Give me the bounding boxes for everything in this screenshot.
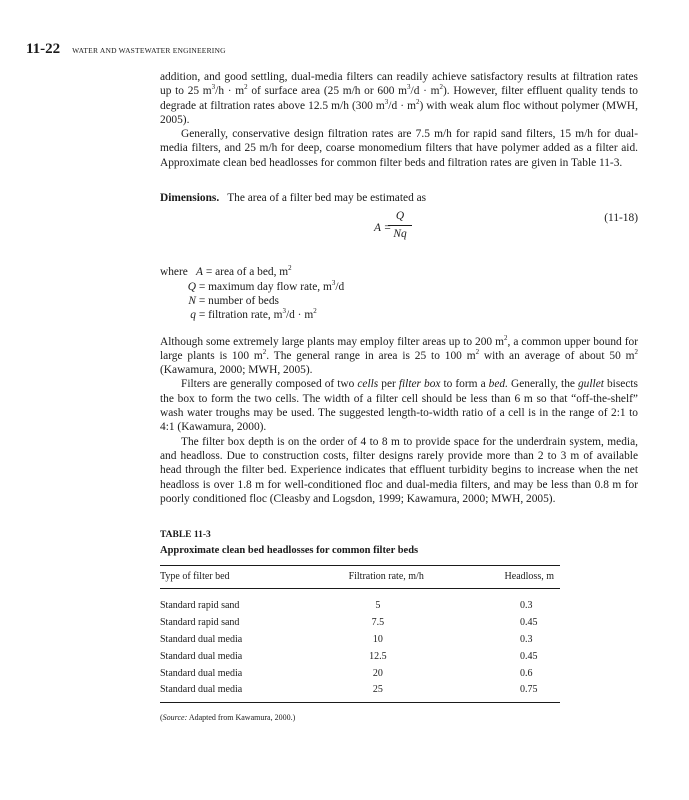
cell-filtration-rate: 12.5 <box>369 650 387 662</box>
body-text <box>160 70 638 725</box>
cell-headloss-wrap <box>456 682 560 702</box>
cell-headloss: 0.45 <box>520 650 538 662</box>
equation-numerator: Q <box>388 209 412 225</box>
cell-filtration-rate: 25 <box>372 684 383 696</box>
cell-filtration-rate-wrap <box>317 649 456 666</box>
paragraph-filter-area: Although some extremely large plants may employ filter areas up to 200 $m^2$, a common upper bound for large plants is 100 $m^2$. The general range in area is 25 to 100 $m^2$ with an average of about 50 $m^2$ (Kawamura, 2000; MWH, 2005). <box>160 333 639 377</box>
cell-headloss: 0.45 <box>520 616 538 628</box>
definition-var: q <box>190 309 196 322</box>
cell-headloss-wrap <box>456 589 560 615</box>
definition-row <box>160 280 638 294</box>
column-header-filter-type: Type of filter bed <box>160 565 317 588</box>
equation-11-18 <box>160 209 638 253</box>
source-label: Source: <box>162 712 188 722</box>
cell-headloss-wrap <box>456 632 560 649</box>
cell-filtration-rate: 10 <box>372 633 383 645</box>
cell-filter-type: Standard dual media <box>160 650 243 662</box>
table-row <box>160 615 560 632</box>
column-header-headloss: Headloss, m <box>456 565 560 588</box>
variable-definitions <box>160 265 638 322</box>
cell-filtration-rate-wrap <box>317 589 456 615</box>
equation-denominator: Nq <box>393 227 407 240</box>
cell-filtration-rate: 20 <box>372 667 383 679</box>
cell-headloss-wrap <box>456 666 560 683</box>
cell-filtration-rate: 5 <box>375 600 381 612</box>
cell-filtration-rate-wrap <box>317 666 456 683</box>
table-11-3 <box>160 528 560 725</box>
cell-filter-type: Standard rapid sand <box>160 600 240 612</box>
table-row <box>160 589 560 615</box>
table-source-note: (Source: Adapted from Kawamura, 2000.) <box>160 712 296 722</box>
paragraph-filter-cells: Filters are generally composed of two cells per filter box to form a bed. Generally, the gullet bisects the box to form the two cells. The width of a filter cell should be less than 6 m so that “off-the-shelf” wash water troughs may be used. The suggested length-to-width ratio of a cell is in the range of 2:1 to 4:1 (Kawamura, 2000). <box>160 378 638 434</box>
table-row <box>160 682 560 702</box>
cell-headloss-wrap <box>456 649 560 666</box>
where-label: where <box>160 266 188 279</box>
table-row <box>160 666 560 683</box>
cell-filter-type: Standard dual media <box>160 682 317 702</box>
equation-number: (11-18) <box>604 212 638 225</box>
equation-fraction <box>388 209 412 241</box>
table-number: TABLE 11-3 <box>160 530 211 541</box>
definition-text: = filtration rate, $m^3/d \cdot m^2$ <box>198 307 317 322</box>
source-text: Adapted from Kawamura, 2000. <box>188 712 293 722</box>
paragraph-design-rates: Generally, conservative design filtration rates are 7.5 m/h for rapid sand filters, 15 m/h for dual-media filters, and 25 m/h for deep, coarse monomedium filters that have polymer added as a filter aid. Approximate clean bed headlosses for common filter beds and filtration rates are given in Table 11-3. <box>160 128 638 169</box>
definition-var: A <box>196 266 203 279</box>
running-header <box>26 40 226 58</box>
cell-filtration-rate-wrap <box>317 632 456 649</box>
cell-headloss: 0.75 <box>520 684 538 696</box>
table-row <box>160 632 560 649</box>
paragraph-filter-box-depth: The filter box depth is on the order of 4 to 8 m to provide space for the underdrain system, media, and headloss. Due to construction costs, filter designs rarely provide more than 2 to 3 m of available head through the filter bed. Experience indicates that effluent turbidity begins to increase when the net headloss is over 1.8 m for well-conditioned floc and dual-media filters, and may be less than 0.8 m for poorly conditioned floc (Cleasby and Logsdon, 1999; Kawamura, 2000; MWH, 2005). <box>160 435 638 505</box>
cell-headloss: 0.3 <box>520 600 533 612</box>
table-caption: Approximate clean bed headlosses for common filter beds <box>160 545 419 557</box>
cell-filter-type: Standard rapid sand <box>160 616 240 628</box>
cell-filtration-rate-wrap <box>317 615 456 632</box>
definition-row <box>160 308 638 322</box>
definition-row <box>160 265 638 279</box>
column-header-filtration-rate: Filtration rate, m/h <box>317 565 456 588</box>
cell-filtration-rate: 7.5 <box>371 616 385 628</box>
dimensions-section <box>160 191 638 205</box>
dimensions-heading: Dimensions. <box>160 192 220 205</box>
definition-text: = maximum day flow rate, $m^3/d$ <box>198 278 345 293</box>
definition-text: = number of beds <box>198 294 279 307</box>
cell-filter-type: Standard dual media <box>160 667 243 679</box>
definition-row <box>160 294 638 308</box>
page-number: 11-22 <box>26 41 61 57</box>
cell-headloss-wrap <box>456 615 560 632</box>
cell-headloss: 0.3 <box>520 633 533 645</box>
table-row <box>160 649 560 666</box>
definition-var: N <box>188 294 196 307</box>
running-title: WATER AND WASTEWATER ENGINEERING <box>72 46 226 55</box>
headloss-table <box>160 565 560 703</box>
cell-filtration-rate-wrap <box>317 682 456 702</box>
equation-lhs: A = <box>374 222 392 235</box>
paragraph-filtration-rates: addition, and good settling, dual-media filters can readily achieve satisfactory results at filtration rates up to 25 $m^3/h \cdot m^2$ of surface area (25 m/h or 600 $m^3/d \cdot m^2$). However, filter effluent quality tends to degrade at filtration rates above 12.5 m/h (300 $m^3/d \cdot m^2$) with weak alum floc without polymer (MWH, 2005). <box>160 71 638 126</box>
definition-var: Q <box>187 280 196 293</box>
definition-text: = area of a bed, $m^2$ <box>205 264 292 279</box>
dimensions-intro: The area of a filter bed may be estimated as <box>227 192 427 205</box>
table-header-row <box>160 565 560 588</box>
cell-headloss: 0.6 <box>520 667 533 679</box>
cell-filter-type: Standard dual media <box>160 633 243 645</box>
